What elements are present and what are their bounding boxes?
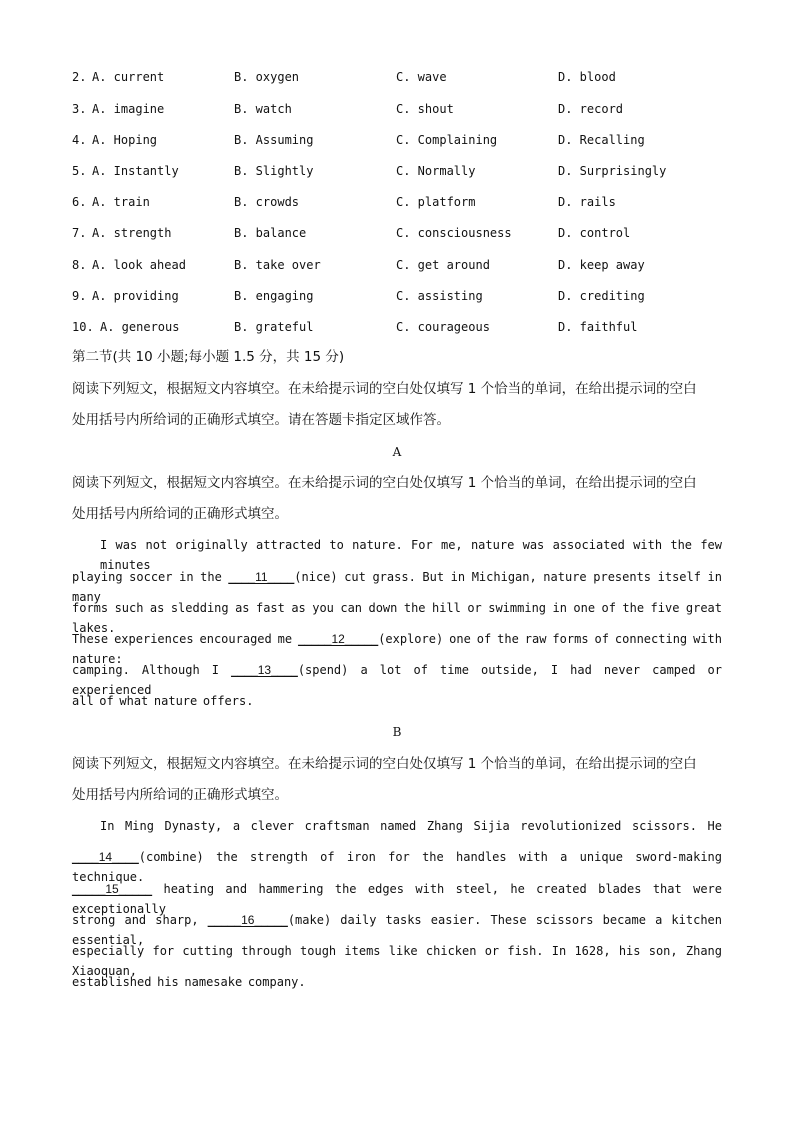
passage-a-instruction-line-1: 阅读下列短文，根据短文内容填空。在未给提示词的空白处仅填写 1 个恰当的单词，在给出提示词的空白	[72, 475, 697, 491]
blank-16[interactable]: _____16_____	[207, 913, 288, 927]
option-d[interactable]: D. control	[558, 226, 631, 240]
question-number: 9.	[72, 289, 87, 303]
option-d[interactable]: D. keep away	[558, 258, 645, 272]
passage-a-line-4-post: (explore) one of the raw forms of connecting with nature:	[72, 632, 722, 666]
option-row	[72, 317, 722, 337]
option-d[interactable]: D. rails	[558, 195, 616, 209]
option-a[interactable]: A. strength	[92, 226, 172, 240]
option-c[interactable]: C. assisting	[396, 289, 483, 303]
passage-b-line-3-post: heating and hammering the edges with steel, he created blades that were exceptionally	[72, 882, 722, 916]
passage-b-instruction-line-2: 处用括号内所给词的正确形式填空。	[72, 787, 288, 803]
passage-a-line-5-pre: camping. Although I	[72, 663, 219, 677]
option-d[interactable]: D. Recalling	[558, 133, 645, 147]
option-b[interactable]: B. Assuming	[234, 133, 314, 147]
option-c[interactable]: C. wave	[396, 70, 447, 84]
passage-a-line-6: all of what nature offers.	[72, 694, 254, 708]
option-b[interactable]: B. watch	[234, 102, 292, 116]
passage-a-instruction-line-2: 处用括号内所给词的正确形式填空。	[72, 506, 288, 522]
option-row	[72, 161, 722, 181]
option-row	[72, 286, 722, 306]
question-number: 2.	[72, 70, 87, 84]
option-a[interactable]: A. train	[92, 195, 150, 209]
passage-a-letter: A	[392, 445, 402, 459]
option-c[interactable]: C. shout	[396, 102, 454, 116]
passage-b-instruction-line-1: 阅读下列短文，根据短文内容填空。在未给提示词的空白处仅填写 1 个恰当的单词，在给出提示词的空白	[72, 756, 697, 772]
option-a[interactable]: A. look ahead	[92, 258, 186, 272]
passage-b-line-6: established his namesake company.	[72, 975, 306, 989]
passage-a-line-3: forms such as sledding as fast as you can down the hill or swimming in one of the five great lakes.	[72, 601, 722, 635]
option-row	[72, 223, 722, 243]
passage-b-line-5: especially for cutting through tough items like chicken or fish. In 1628, his son, Zhang Xiaoquan,	[72, 944, 722, 978]
section-heading: 第二节(共 10 小题;每小题 1.5 分，共 15 分)	[72, 349, 345, 365]
passage-a-line-1: I was not originally attracted to nature. For me, nature was associated with the few minutes	[100, 538, 722, 572]
passage-b-line-2-post: (combine) the strength of iron for the handles with a unique sword-making technique.	[72, 850, 722, 884]
option-b[interactable]: B. take over	[234, 258, 321, 272]
option-a[interactable]: A. generous	[100, 320, 180, 334]
question-number: 5.	[72, 164, 87, 178]
passage-b-line-4-post: (make) daily tasks easier. These scissors became a kitchen essential,	[72, 913, 722, 947]
passage-b-letter: B	[392, 725, 402, 739]
passage-a-line-2-post: (nice) cut grass. But in Michigan, nature presents itself in many	[72, 570, 723, 604]
option-c[interactable]: C. Complaining	[396, 133, 498, 147]
section-instruction-line-1: 阅读下列短文，根据短文内容填空。在未给提示词的空白处仅填写 1 个恰当的单词，在给出提示词的空白	[72, 381, 697, 397]
option-b[interactable]: B. oxygen	[234, 70, 300, 84]
question-number: 10.	[72, 320, 94, 334]
option-row	[72, 130, 722, 150]
option-c[interactable]: C. Normally	[396, 164, 476, 178]
option-b[interactable]: B. grateful	[234, 320, 314, 334]
option-d[interactable]: D. record	[558, 102, 624, 116]
option-a[interactable]: A. providing	[92, 289, 179, 303]
option-a[interactable]: A. imagine	[92, 102, 165, 116]
blank-12[interactable]: _____12_____	[298, 632, 379, 646]
option-c[interactable]: C. courageous	[396, 320, 490, 334]
option-b[interactable]: B. Slightly	[234, 164, 314, 178]
option-row	[72, 255, 722, 275]
option-d[interactable]: D. faithful	[558, 320, 638, 334]
option-row	[72, 99, 722, 119]
passage-a-line-2-pre: playing soccer in the	[72, 570, 222, 584]
question-number: 6.	[72, 195, 87, 209]
blank-11[interactable]: ____11____	[228, 570, 295, 584]
passage-a-line-5-post: (spend) a lot of time outside, I had never camped or experienced	[72, 663, 722, 697]
passage-b-line-4-pre: strong and sharp,	[72, 913, 199, 927]
option-row	[72, 192, 722, 212]
option-row	[72, 67, 722, 87]
blank-15[interactable]: _____15_____	[72, 882, 153, 896]
option-d[interactable]: D. crediting	[558, 289, 645, 303]
option-b[interactable]: B. engaging	[234, 289, 314, 303]
option-c[interactable]: C. consciousness	[396, 226, 512, 240]
section-instruction-line-2: 处用括号内所给词的正确形式填空。请在答题卡指定区域作答。	[72, 412, 450, 428]
option-d[interactable]: D. blood	[558, 70, 616, 84]
blank-13[interactable]: ____13____	[231, 663, 298, 677]
option-c[interactable]: C. platform	[396, 195, 476, 209]
passage-b-line-1: In Ming Dynasty, a clever craftsman named Zhang Sijia revolutionized scissors. He	[100, 819, 722, 833]
option-a[interactable]: A. current	[92, 70, 165, 84]
question-number: 4.	[72, 133, 87, 147]
option-b[interactable]: B. crowds	[234, 195, 300, 209]
option-d[interactable]: D. Surprisingly	[558, 164, 667, 178]
option-b[interactable]: B. balance	[234, 226, 307, 240]
question-number: 3.	[72, 102, 87, 116]
question-number: 8.	[72, 258, 87, 272]
blank-14[interactable]: ____14____	[72, 850, 139, 864]
option-c[interactable]: C. get around	[396, 258, 490, 272]
question-number: 7.	[72, 226, 87, 240]
option-a[interactable]: A. Hoping	[92, 133, 158, 147]
passage-a-line-4-pre: These experiences encouraged me	[72, 632, 293, 646]
option-a[interactable]: A. Instantly	[92, 164, 179, 178]
